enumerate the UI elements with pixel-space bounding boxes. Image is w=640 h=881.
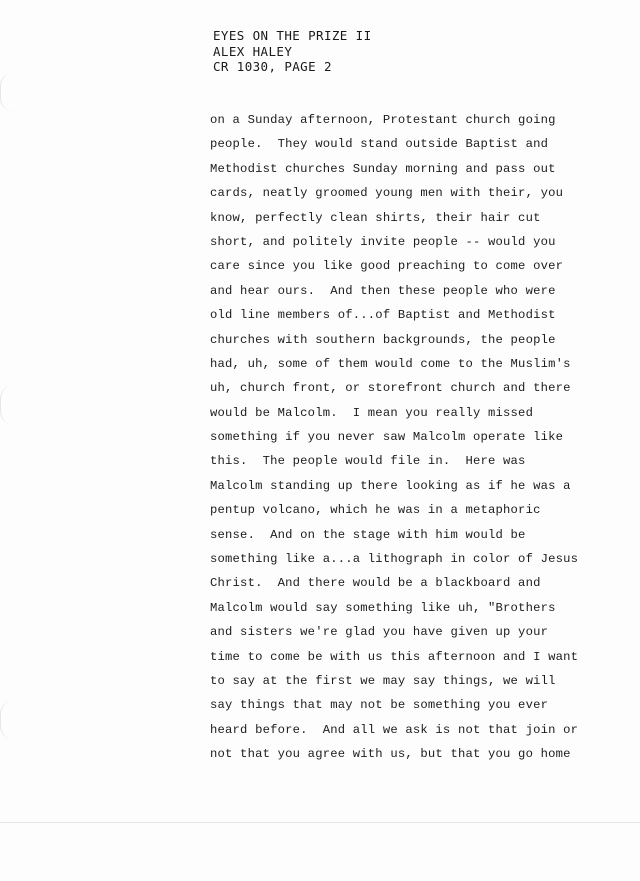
text-line: and sisters we're glad you have given up your xyxy=(210,625,549,640)
text-line: know, perfectly clean shirts, their hair cut xyxy=(210,210,541,225)
scan-punch-mark xyxy=(0,700,19,740)
text-line: time to come be with us this afternoon and I want xyxy=(210,649,579,664)
text-line: something if you never saw Malcolm operate like xyxy=(210,430,564,445)
text-line: short, and politely invite people -- would you xyxy=(210,234,556,249)
text-line: on a Sunday afternoon, Protestant church going xyxy=(210,113,556,127)
text-line: people. They would stand outside Baptist and xyxy=(210,137,549,152)
text-line: heard before. And all we ask is not that join or xyxy=(210,722,579,737)
text-line: not that you agree with us, but that you go home xyxy=(210,747,571,762)
text-line: and hear ours. And then these people who were xyxy=(210,283,556,298)
document-header xyxy=(213,28,372,75)
scan-bottom-edge xyxy=(0,822,640,823)
text-line: sense. And on the stage with him would be xyxy=(210,527,526,542)
scan-punch-mark xyxy=(0,72,19,112)
text-line: Christ. And there would be a blackboard and xyxy=(210,576,541,591)
header-page-ref: CR 1030, PAGE 2 xyxy=(213,59,332,74)
text-line: say things that may not be something you ever xyxy=(210,698,549,713)
header-speaker: ALEX HALEY xyxy=(213,43,293,59)
header-title: EYES ON THE PRIZE II xyxy=(213,28,372,43)
scan-punch-mark xyxy=(0,385,19,425)
text-line: old line members of...of Baptist and Methodist xyxy=(210,308,556,323)
text-line: Malcolm standing up there looking as if he was a xyxy=(210,478,571,493)
text-line: this. The people would file in. Here was xyxy=(210,454,526,469)
text-line: Malcolm would say something like uh, "Brothers xyxy=(210,600,556,615)
text-line: Methodist churches Sunday morning and pass out xyxy=(210,161,556,176)
text-line: would be Malcolm. I mean you really missed xyxy=(210,405,534,420)
text-line: cards, neatly groomed young men with their, you xyxy=(210,186,564,201)
text-line: pentup volcano, which he was in a metaphoric xyxy=(210,503,541,518)
text-line: something like a...a lithograph in color of Jesus xyxy=(210,552,579,567)
text-line: care since you like good preaching to come over xyxy=(210,259,564,274)
text-line: had, uh, some of them would come to the Muslim's xyxy=(210,356,571,371)
text-line: uh, church front, or storefront church and there xyxy=(210,381,571,396)
text-line: to say at the first we may say things, we will xyxy=(210,673,556,688)
text-line: churches with southern backgrounds, the people xyxy=(210,332,556,347)
transcript-body xyxy=(210,108,630,767)
